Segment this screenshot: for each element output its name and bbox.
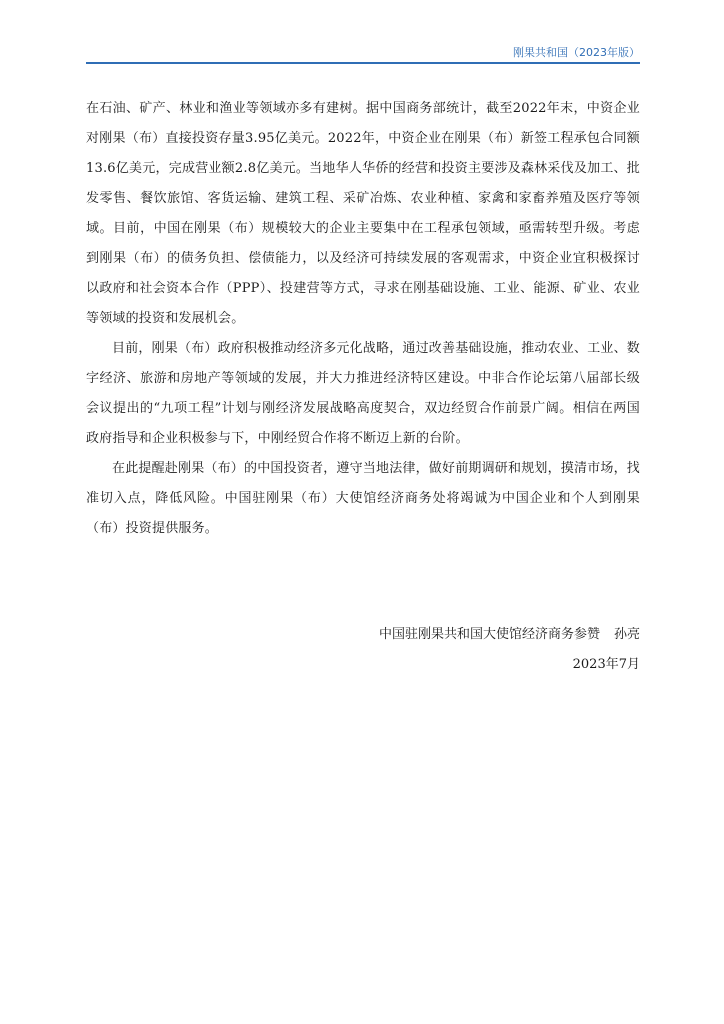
signature-org: 中国驻刚果共和国大使馆经济商务参赞	[378, 627, 600, 642]
body-text	[86, 94, 640, 544]
signature-line	[240, 620, 640, 650]
paragraph-reminder: 在此提醒赴刚果（布）的中国投资者，遵守当地法律，做好前期调研和规划，摸清市场，找准切入点，降低风险。中国驻刚果（布）大使馆经济商务处将竭诚为中国企业和个人到刚果（布）投资提供服务。	[86, 461, 641, 536]
signature-date: 2023年7月	[572, 657, 640, 672]
paragraph-continuation: 在石油、矿产、林业和渔业等领域亦多有建树。据中国商务部统计，截至2022年末，中资企业对刚果（布）直接投资存量3.95亿美元。2022年，中资企业在刚果（布）新签工程承包合同额13.6亿美元，完成营业额2.8亿美元。当地华人华侨的经营和投资主要涉及森林采伐及加工、批发零售、餐饮旅馆、客货运输、建筑工程、采矿冶炼、农业种植、家禽和家畜养殖及医疗等领域。目前，中国在刚果（布）规模较大的企业主要集中在工程承包领域，亟需转型升级。考虑到刚果（布）的债务负担、偿债能力，以及经济可持续发展的客观需求，中资企业宜积极探讨以政府和社会资本合作（PPP）、投建营等方式，寻求在刚基础设施、工业、能源、矿业、农业等领域的投资和发展机会。	[86, 101, 640, 326]
header-divider	[86, 62, 640, 64]
page-header	[86, 40, 640, 64]
signature-name: 孙亮	[613, 627, 640, 642]
paragraph-outlook: 目前，刚果（布）政府积极推动经济多元化战略，通过改善基础设施，推动农业、工业、数字经济、旅游和房地产等领域的发展，并大力推进经济特区建设。中非合作论坛第八届部长级会议提出的“九项工程”计划与刚经济发展战略高度契合，双边经贸合作前景广阔。相信在两国政府指导和企业积极参与下，中刚经贸合作将不断迈上新的台阶。	[86, 341, 641, 446]
signature-block	[240, 620, 640, 680]
header-title: 刚果共和国（2023年版）	[513, 46, 640, 59]
